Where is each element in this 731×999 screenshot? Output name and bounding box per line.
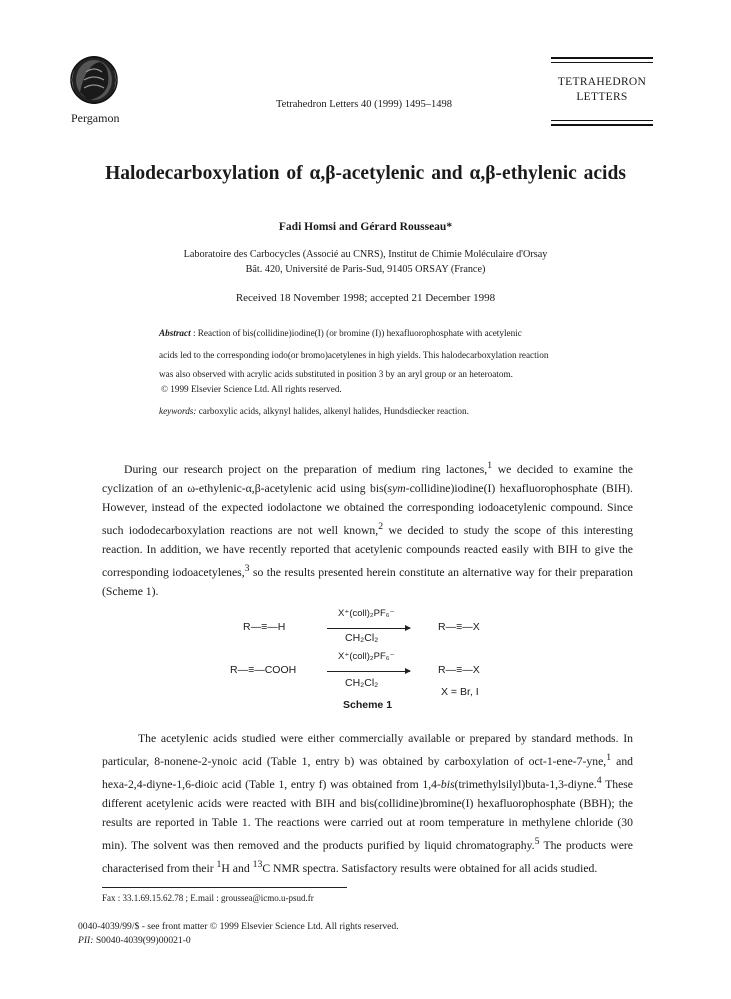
p2-text-b: and hexa-2,4-diyne-1,6-dioic acid (Table 1, entry f) was obtained from 1,4- — [102, 754, 634, 791]
p1-text-e: so the results presented herein constitute an alternative way for their preparation (Scheme 1). — [102, 566, 633, 599]
scheme-solvent-1: CH₂Cl₂ — [345, 632, 379, 644]
article-title: Halodecarboxylation of α,β-acetylenic and α,β-ethylenic acids — [105, 163, 626, 184]
scheme-arrow-2 — [327, 671, 410, 672]
journal-name-line2: LETTERS — [576, 91, 628, 103]
journal-citation: Tetrahedron Letters 40 (1999) 1495–1498 — [276, 99, 452, 110]
footer-copyright: 0040-4039/99/$ - see front matter © 1999 Elsevier Science Ltd. All rights reserved. — [78, 921, 399, 932]
publisher-name: Pergamon — [71, 111, 120, 125]
scheme-reagent-1: X⁺(coll)₂PF₆⁻ — [338, 608, 395, 619]
scheme-arrow-1 — [327, 628, 410, 629]
p1-text-a: During our research project on the preparation of medium ring lactones, — [124, 462, 488, 476]
abstract-line2: acids led to the corresponding iodo(or bromo)acetylenes in high yields. This halodecarboxylation reaction — [159, 350, 549, 360]
p2-text-f: H and — [221, 862, 253, 876]
nmr-13c-superscript: 13 — [252, 859, 263, 871]
keywords-text: carboxylic acids, alkynyl halides, alkenyl halides, Hundsdiecker reaction. — [196, 406, 469, 416]
ref-superscript: 1 — [606, 752, 612, 764]
journal-rule-bottom-thin — [551, 120, 653, 121]
scheme-row1-reactant: R—≡—H — [243, 621, 286, 633]
footer-pii — [78, 935, 191, 946]
body-paragraph-2 — [102, 729, 633, 878]
ref-superscript: 1 — [487, 460, 493, 471]
scheme-x-definition: X = Br, I — [441, 686, 479, 698]
ref-superscript: 4 — [596, 775, 602, 787]
p2-text-a: The acetylenic acids studied were either commercially available or prepared by standard methods. In particular, 8-nonene-2-ynoic acid (Table 1, entry b) was obtained by carboxylation of oct-1-ene-7-yne, — [102, 732, 633, 768]
pii-label: PII: — [78, 935, 94, 946]
body-paragraph-1 — [102, 456, 633, 601]
scheme-row1-product: R—≡—X — [438, 621, 480, 633]
p1-text-b: we decided to examine the cyclization of an ω-ethylenic-α,β-acetylenic acid using bis( — [102, 462, 633, 495]
scheme-caption: Scheme 1 — [343, 699, 393, 711]
received-dates: Received 18 November 1998; accepted 21 December 1998 — [235, 292, 496, 304]
p1-text-c: -collidine)iodine(I) hexafluorophosphate (BIH). However, instead of the expected iodolactone we obtained the corresponding iodoacetylenic compound. Since such iododecarboxylation reactions are not well known, — [102, 481, 633, 538]
abstract-line1 — [159, 328, 522, 338]
scheme-solvent-2: CH₂Cl₂ — [345, 677, 379, 689]
pii-value: S0040-4039(99)00021-0 — [93, 935, 191, 946]
affiliation-line1: Laboratoire des Carbocycles (Associé au CNRS), Institut de Chimie Moléculaire d'Orsay — [183, 249, 548, 260]
abstract-copyright: © 1999 Elsevier Science Ltd. All rights reserved. — [161, 384, 342, 394]
abstract-text-1: : Reaction of bis(collidine)iodine(I) (or bromine (I)) hexafluorophosphate with acetylenic — [190, 328, 522, 338]
p2-text-d: These different acetylenic acids were reacted with BIH and bis(collidine)bromine(I) hexafluorophosphate (BBH); the results are reported in Table 1. The reactions were carried out at room temperature in methylene chloride (30 min). The solvent was then removed and the products purified by liquid chromatography. — [102, 777, 633, 853]
scheme-row2-product: R—≡—X — [438, 664, 480, 676]
ref-superscript: 5 — [534, 836, 540, 848]
journal-rule-bottom — [551, 124, 653, 126]
scheme-row2-reactant: R—≡—COOH — [230, 664, 297, 676]
footnote-contact: Fax : 33.1.69.15.62.78 ; E.mail : grousseа@icmo.u-psud.fr — [102, 893, 314, 903]
footnote-rule — [102, 887, 347, 888]
journal-rule-top — [551, 57, 653, 59]
journal-name-line1: TETRAHEDRON — [557, 76, 647, 88]
p1-text-d: we decided to study the scope of this interesting reaction. In addition, we have recently reported that acetylenic compounds reacted easily with BIH to give the corresponding iodoacetylenes, — [102, 524, 633, 580]
affiliation-line2: Bât. 420, Université de Paris-Sud, 91405 ORSAY (France) — [245, 264, 486, 275]
abstract-label: Abstract — [159, 328, 191, 338]
article-authors: Fadi Homsi and Gérard Rousseau* — [278, 221, 453, 233]
p2-text-g: C NMR spectra. Satisfactory results were obtained for all acids studied. — [262, 862, 598, 876]
p2-text-c: (trimethylsilyl)buta-1,3-diyne. — [454, 777, 597, 791]
abstract-line3: was also observed with acrylic acids substituted in position 3 by an aryl group or an heteroatom. — [159, 369, 513, 379]
journal-rule-top-thin — [551, 62, 653, 63]
nmr-1h-superscript: 1 — [216, 859, 222, 871]
scheme-reagent-2: X⁺(coll)₂PF₆⁻ — [338, 651, 395, 662]
elsevier-tree-logo — [66, 54, 132, 110]
ref-superscript: 3 — [244, 563, 250, 575]
keywords-label: keywords: — [159, 406, 197, 416]
p1-sym-italic: sym — [387, 481, 406, 495]
ref-superscript: 2 — [378, 521, 384, 533]
p2-bis-italic: bis — [440, 777, 455, 791]
p2-text-e: The products were characterised from their — [102, 839, 633, 876]
keywords-line — [159, 406, 469, 416]
